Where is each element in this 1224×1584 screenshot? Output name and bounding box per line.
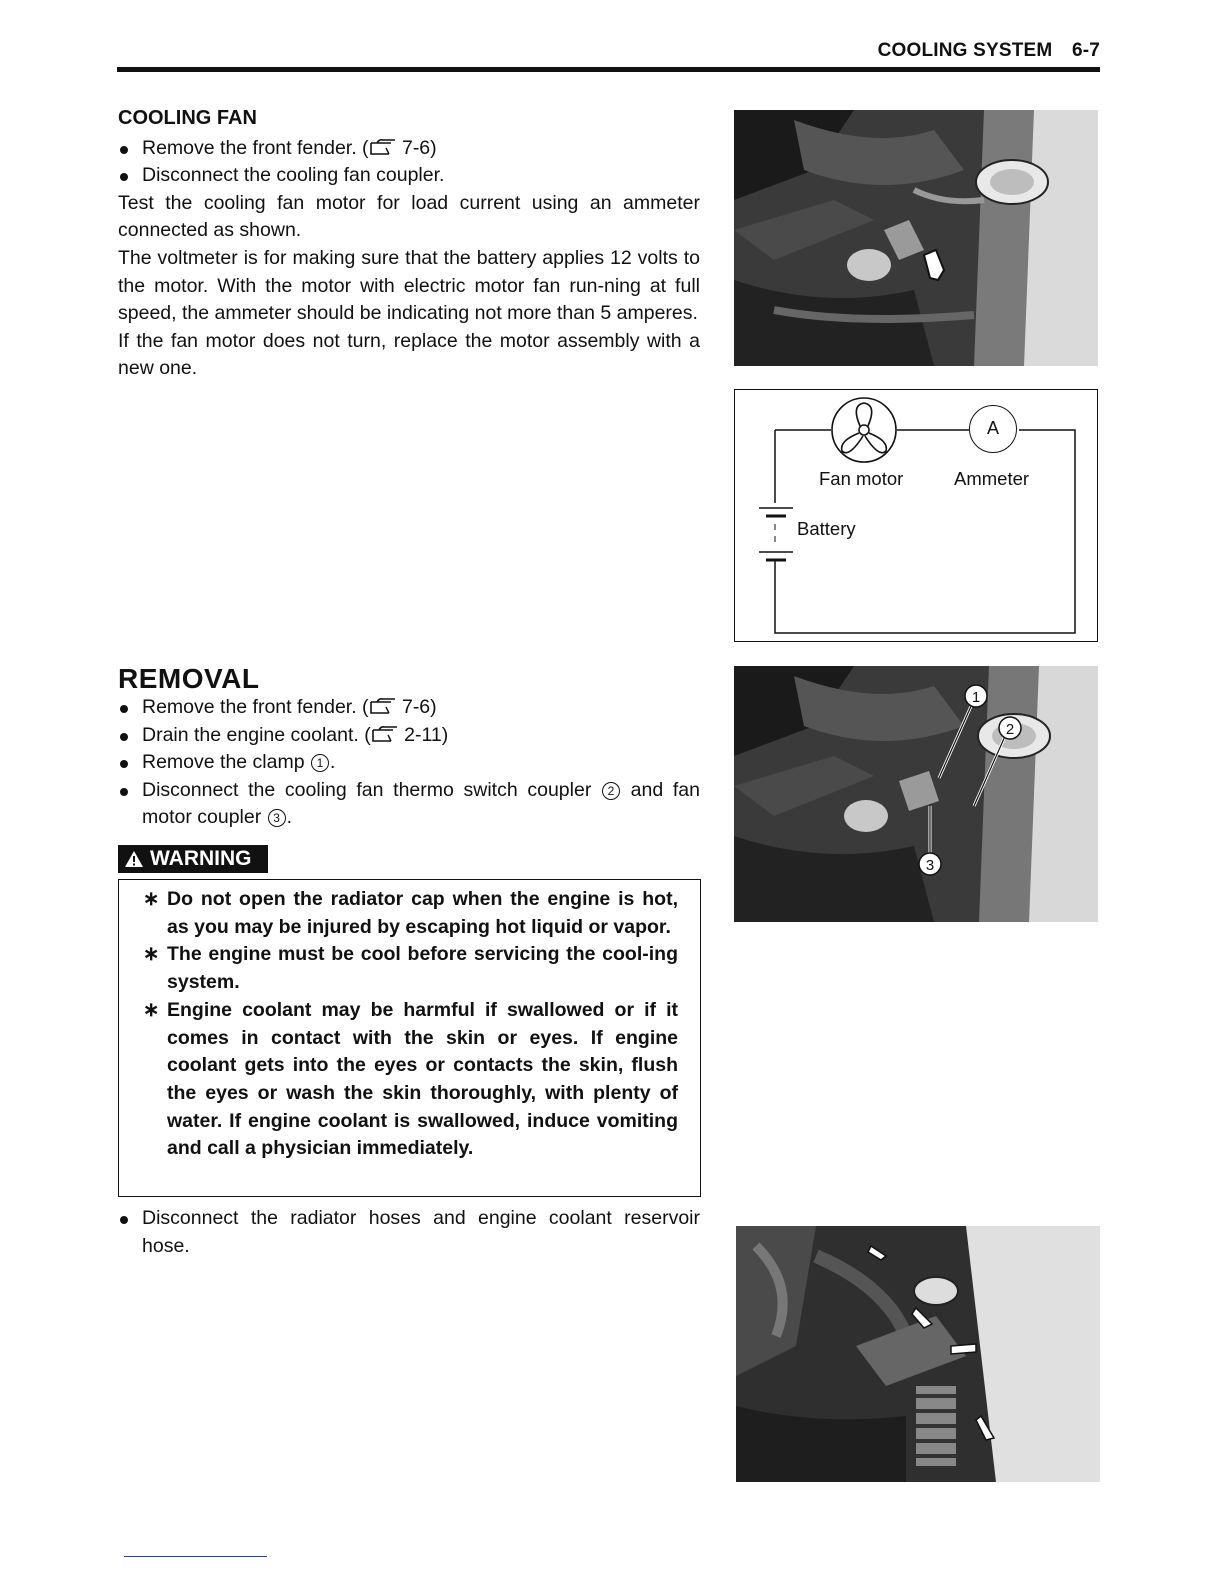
header-rule xyxy=(117,67,1100,72)
cooling-fan-bullet: Disconnect the cooling fan coupler. xyxy=(118,162,700,190)
circuit-diagram xyxy=(734,389,1098,642)
fan-icon xyxy=(829,395,899,465)
ammeter-label: Ammeter xyxy=(954,468,1030,489)
removal-title: REMOVAL xyxy=(118,663,260,694)
callout-number: 2 xyxy=(602,782,620,800)
warning-label: WARNING xyxy=(118,845,268,873)
ammeter-icon: A xyxy=(969,405,1017,453)
section-title: COOLING SYSTEM xyxy=(877,40,1053,61)
cooling-fan-section xyxy=(118,105,700,383)
warning-item: ∗ Do not open the radiator cap when the engine is hot, as you may be injured by escaping hot liquid or vapor. xyxy=(143,888,678,938)
warning-item: ∗ The engine must be cool before servicing the cool-ing system. xyxy=(143,943,678,994)
paragraph: If the fan motor does not turn, replace the motor assembly with a new one. xyxy=(118,329,700,380)
battery-label: Battery xyxy=(797,518,856,539)
circuit-lines xyxy=(735,390,1099,643)
warning-item: ∗ Engine coolant may be harmful if swallowed or if it comes in contact with the skin or eyes. If engine coolant gets into the eyes or contacts the skin, flush the eyes or wash the skin thoroughly, with plenty of water. If engine coolant is swallowed, induce vomiting and call a physician immediately. xyxy=(143,998,678,1160)
cooling-fan-bullet: Remove the front fender. ( 7-6) xyxy=(118,135,700,163)
reference-hand-icon xyxy=(369,137,397,157)
callout-2: 2 xyxy=(1005,721,1015,738)
hose-section xyxy=(118,1205,700,1260)
removal-bullet: Drain the engine coolant. ( 2-11) xyxy=(118,722,700,750)
removal-bullet: Remove the front fender. ( 7-6) xyxy=(118,694,700,722)
page-header xyxy=(118,40,1100,68)
photo-radiator-hoses xyxy=(736,1226,1100,1482)
fan-motor-label: Fan motor xyxy=(819,468,904,489)
cooling-fan-title: COOLING FAN xyxy=(118,107,257,129)
photo-removal-couplers xyxy=(734,666,1098,922)
callout-number: 3 xyxy=(268,809,286,827)
footer-line xyxy=(124,1556,267,1557)
warning-box xyxy=(118,879,701,1197)
removal-bullet: Disconnect the radiator hoses and engine coolant reservoir hose. xyxy=(118,1205,700,1260)
callout-3: 3 xyxy=(925,857,935,874)
paragraph: Test the cooling fan motor for load current using an ammeter connected as shown. xyxy=(118,191,700,242)
photo-fan-coupler xyxy=(734,110,1098,366)
callout-number: 1 xyxy=(311,754,329,772)
page-number: 6-7 xyxy=(1071,40,1100,61)
removal-bullet: Disconnect the cooling fan thermo switch coupler 2 and fan motor coupler 3 . xyxy=(118,777,700,832)
removal-section xyxy=(118,664,700,832)
removal-bullet: Remove the clamp 1 . xyxy=(118,749,700,777)
reference-hand-icon xyxy=(371,724,399,744)
paragraph: The voltmeter is for making sure that the battery applies 12 volts to the motor. With the motor with electric motor fan run-ning at full speed, the ammeter should be indicating not more than 5 amperes. xyxy=(118,246,700,325)
callout-1: 1 xyxy=(971,689,981,706)
reference-hand-icon xyxy=(369,696,397,716)
warning-triangle-icon xyxy=(124,850,144,868)
